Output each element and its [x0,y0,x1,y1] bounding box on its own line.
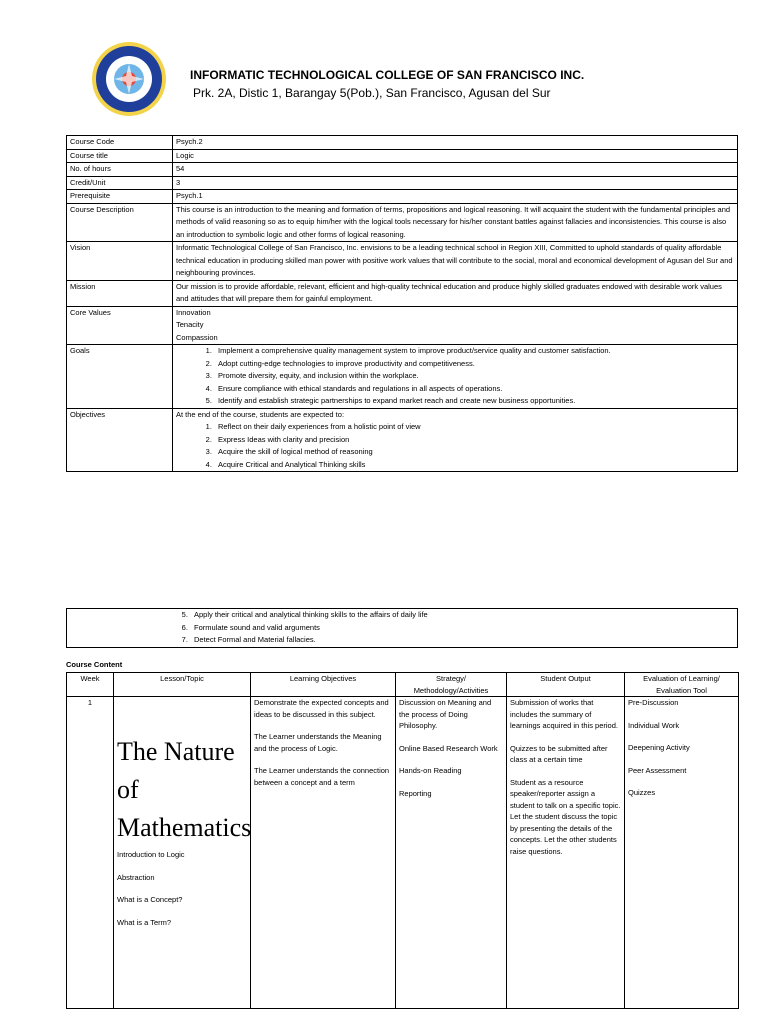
hours-label: No. of hours [67,163,173,177]
learning-objective: The Learner understands the connection between a concept and a term [254,766,390,787]
col-header-week: Week [67,673,114,697]
objective-item: 4. Acquire Critical and Analytical Thinking skills [214,459,734,472]
vision-value: Informatic Technological College of San Francisco, Inc. envisions to be a leading technical school in Region XIII, Committed to uphold standards of quality affordable technical education in producing skilled man power with positive work values that will contribute to the social, moral and economical development of Agusan del Sur and neighbouring provinces. [173,242,738,281]
mission-label: Mission [67,280,173,306]
objective-item: 1. Reflect on their daily experiences from a holistic point of view [214,421,734,434]
learning-objective: The Learner understands the Meaning and the process of Logic. [254,732,382,753]
objectives-list [176,421,734,471]
col-header-objectives: Learning Objectives [251,673,396,697]
strategy-item: Discussion on Meaning and the process of Doing Philosophy. [399,698,492,730]
col-header-strategy: Strategy/ Methodology/Activities [396,673,507,697]
subtopic-item: Abstraction [117,872,155,882]
institution-name: INFORMATIC TECHNOLOGICAL COLLEGE OF SAN FRANCISCO INC. [190,68,585,82]
goal-item: 4. Ensure compliance with ethical standards and regulations in all aspects of operations. [214,383,734,396]
goals-list [176,345,734,408]
evaluation-item: Peer Assessment [628,765,687,775]
table-row [67,408,738,472]
table-header-row [67,673,739,697]
table-row [67,280,738,306]
course-code-value: Psych.2 [173,136,738,150]
goal-item: 3. Promote diversity, equity, and inclusion within the workplace. [214,370,734,383]
table-row [67,203,738,242]
table-row [67,163,738,177]
topic-title: The Nature of Mathematics [117,737,252,842]
objective-item: 2. Express Ideas with clarity and precision [214,434,734,447]
course-title-value: Logic [173,149,738,163]
prerequisite-label: Prerequisite [67,190,173,204]
evaluation-item: Individual Work [628,720,680,730]
course-title-label: Course title [67,149,173,163]
hours-value: 54 [173,163,738,177]
course-info-table [66,135,738,472]
objectives-continuation-list [70,609,734,647]
goals-label: Goals [67,345,173,409]
learning-objective: Demonstrate the expected concepts and ideas to be discussed in this subject. [254,698,389,719]
objectives-col-cell [251,697,396,1009]
objectives-intro: At the end of the course, students are expected to: [176,409,345,419]
col-header-output: Student Output [507,673,625,697]
evaluation-item: Pre-Discussion [628,698,679,707]
objectives-continuation-cell [67,609,738,648]
table-row [67,176,738,190]
core-value-item: Innovation [176,307,211,317]
course-content-table [66,672,739,1009]
evaluation-item: Quizzes [628,788,656,797]
table-row [67,190,738,204]
prerequisite-value: Psych.1 [173,190,738,204]
subtopic-item: What is a Term? [117,917,172,927]
week-cell: 1 [67,697,114,1009]
table-row [67,697,739,1009]
subtopic-item: Introduction to Logic [117,850,185,859]
course-content-heading: Course Content [66,660,123,669]
credit-value: 3 [173,176,738,190]
objective-item: 7. Detect Formal and Material fallacies. [190,634,734,647]
table-row [67,149,738,163]
goals-list-cell [173,345,738,409]
description-value: This course is an introduction to the meaning and formation of terms, propositions and logical reasoning. It will acquaint the student with the fundamental principles and methods of valid reasoning so as to equip him/her with the logical tools necessary for his/her constant battles against fallacies and inconsistencies. This course is also an introduction to symbolic logic and other forms of logical reasoning. [173,203,738,242]
strategy-item: Online Based Research Work [399,743,498,753]
goal-item: 5. Identify and establish strategic partnerships to expand market reach and create new business opportunities. [214,395,734,408]
evaluation-col-cell [625,697,739,1009]
credit-label: Credit/Unit [67,176,173,190]
objectives-continuation-table [66,608,738,648]
output-item: Submission of works that includes the summary of learnings acquired in this period. [510,698,618,730]
col-header-evaluation: Evaluation of Learning/ Evaluation Tool [625,673,739,697]
core-value-item: Tenacity [176,320,204,329]
table-row [67,306,738,345]
mission-value: Our mission is to provide affordable, relevant, efficient and high-quality technical education and produce highly skilled graduates endowed with desirable work values and attitudes that will prepare them for gainful employment. [173,280,738,306]
subtopic-item: What is a Concept? [117,895,183,904]
output-col-cell [507,697,625,1009]
objective-item: 3. Acquire the skill of logical method of reasoning [214,446,734,459]
objectives-cell [173,408,738,472]
objective-item: 6. Formulate sound and valid arguments [190,622,734,635]
evaluation-item: Deepening Activity [628,743,690,752]
output-item: Quizzes to be submitted after class at a certain time [510,743,608,764]
institution-address: Prk. 2A, Distic 1, Barangay 5(Pob.), San Francisco, Agusan del Sur [193,86,551,100]
objective-item: 5. Apply their critical and analytical thinking skills to the affairs of daily life [190,609,734,622]
strategy-item: Hands-on Reading [399,766,462,775]
course-code-label: Course Code [67,136,173,150]
goal-item: 1. Implement a comprehensive quality management system to improve product/service quality and customer satisfaction. [214,345,734,358]
output-item: Student as a resource speaker/reporter assign a student to talk on a specific topic. Let the student discuss the topic by presenting the details of the concepts. Let the other students raise questions. [510,777,621,856]
core-value-item: Compassion [176,332,218,342]
col-header-topic: Lesson/Topic [114,673,251,697]
strategy-col-cell [396,697,507,1009]
topic-cell [114,697,251,1009]
strategy-item: Reporting [399,788,432,798]
objectives-label: Objectives [67,408,173,472]
table-row [67,609,738,648]
core-values-list [173,306,738,345]
goal-item: 2. Adopt cutting-edge technologies to improve productivity and competitiveness. [214,358,734,371]
core-values-label: Core Values [67,306,173,345]
college-seal-logo [90,40,168,118]
vision-label: Vision [67,242,173,281]
table-row [67,242,738,281]
table-row [67,345,738,409]
table-row [67,136,738,150]
description-label: Course Description [67,203,173,242]
